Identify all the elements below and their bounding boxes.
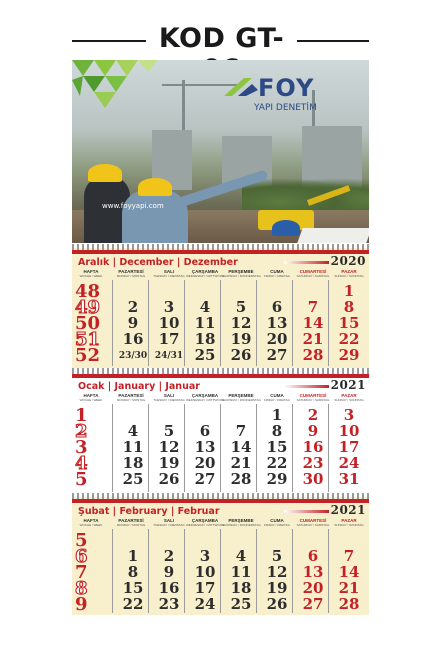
weekday-name: PAZAR xyxy=(341,269,357,274)
day-cell: 1 xyxy=(271,406,283,424)
weekday-subtitle: WEDNESDAY / MITTWOCH xyxy=(185,274,225,278)
weekday-label xyxy=(110,518,152,527)
calendar-header xyxy=(0,22,443,58)
year-accent-bar xyxy=(284,510,329,513)
day-cell: 28 xyxy=(338,595,360,613)
day-cell: 13 xyxy=(302,563,324,581)
weekday-name: ÇARŞAMBA xyxy=(191,518,219,523)
week-number: 7 xyxy=(75,562,88,583)
week-number: 9 xyxy=(75,594,88,615)
weekday-name: SALI xyxy=(163,393,175,398)
weekday-name: SALI xyxy=(163,269,175,274)
day-cell: 18 xyxy=(230,579,252,597)
day-cell: 10 xyxy=(338,422,360,440)
day-cell: 21 xyxy=(302,330,324,348)
week-number: 50 xyxy=(75,313,101,334)
logo-brand: FOY xyxy=(258,74,315,102)
day-cell: 6 xyxy=(307,547,319,565)
day-cell: 4 xyxy=(127,422,139,440)
weekday-subtitle: THURSDAY / DONNERSTAG xyxy=(221,274,261,278)
day-cell: 27 xyxy=(194,470,216,488)
weekday-subtitle: WOCHE / WEEK xyxy=(79,523,103,527)
day-cell: 19 xyxy=(266,579,288,597)
day-cell: 24 xyxy=(194,595,216,613)
day-cell: 29 xyxy=(338,346,360,364)
month-title: Aralık | December | Dezember xyxy=(78,257,238,268)
day-cell: 15 xyxy=(266,438,288,456)
day-cell: 26 xyxy=(230,346,252,364)
day-cell: 28 xyxy=(302,346,324,364)
day-cell: 10 xyxy=(194,563,216,581)
day-cell: 12 xyxy=(158,438,180,456)
weekday-label xyxy=(70,518,112,527)
day-cell: 22 xyxy=(122,595,144,613)
weekday-name: PAZAR xyxy=(341,518,357,523)
weekday-name: PAZARTESİ xyxy=(118,393,144,398)
day-cell: 8 xyxy=(127,563,139,581)
day-cell: 27 xyxy=(266,346,288,364)
weekday-name: SALI xyxy=(163,518,175,523)
weekday-subtitle: WEDNESDAY / MITTWOCH xyxy=(185,523,225,527)
roof-icon xyxy=(222,74,262,104)
weekday-subtitle: SATURDAY / SAMSTAG xyxy=(296,274,330,278)
week-number: 51 xyxy=(75,329,101,350)
weekday-subtitle: TUESDAY / DIENSTAG xyxy=(153,274,185,278)
day-cell: 14 xyxy=(230,438,252,456)
day-cell: 20 xyxy=(266,330,288,348)
day-grid xyxy=(72,281,369,368)
day-cell: 15 xyxy=(122,579,144,597)
day-cell: 4 xyxy=(235,547,247,565)
day-cell: 23 xyxy=(158,595,180,613)
weekday-subtitle: SUNDAY / SONNTAG xyxy=(334,398,364,402)
day-cell: 28 xyxy=(230,470,252,488)
weekday-name: HAFTA xyxy=(83,393,99,398)
weekday-name: CUMARTESİ xyxy=(299,269,327,274)
green-triangle-pattern xyxy=(72,60,162,120)
weekday-subtitle: THURSDAY / DONNERSTAG xyxy=(221,523,261,527)
month-block xyxy=(72,372,369,494)
day-cell: 25 xyxy=(230,595,252,613)
week-number: 52 xyxy=(75,345,101,366)
column-divider xyxy=(112,280,113,366)
day-cell: 18 xyxy=(122,454,144,472)
day-cell: 12 xyxy=(230,314,252,332)
day-cell: 13 xyxy=(266,314,288,332)
day-cell: 5 xyxy=(235,298,247,316)
hard-hat-left xyxy=(88,164,122,182)
week-number: 49 xyxy=(75,297,101,318)
day-cell: 8 xyxy=(343,298,355,316)
day-cell: 25 xyxy=(122,470,144,488)
weekday-name: CUMA xyxy=(270,393,284,398)
weekday-name: HAFTA xyxy=(83,269,99,274)
week-number: 5 xyxy=(75,530,88,551)
day-cell: 26 xyxy=(158,470,180,488)
day-cell: 1 xyxy=(343,282,355,300)
day-cell: 19 xyxy=(230,330,252,348)
column-divider xyxy=(112,529,113,613)
website-url: www.foyyapi.com xyxy=(102,202,164,210)
weekday-name: CUMARTESİ xyxy=(299,518,327,523)
weekday-label xyxy=(110,269,152,278)
day-cell: 27 xyxy=(302,595,324,613)
day-cell: 18 xyxy=(194,330,216,348)
header-photo xyxy=(72,60,369,243)
day-cell: 9 xyxy=(163,563,175,581)
red-binding-strip xyxy=(72,499,369,503)
weekday-subtitle: FRIDAY / FREITAG xyxy=(263,398,290,402)
week-number: 3 xyxy=(75,437,88,458)
day-cell: 10 xyxy=(158,314,180,332)
day-cell: 2 xyxy=(307,406,319,424)
day-cell: 16 xyxy=(302,438,324,456)
day-cell: 5 xyxy=(163,422,175,440)
week-number: 4 xyxy=(75,453,88,474)
weekday-subtitle: SUNDAY / SONNTAG xyxy=(334,274,364,278)
header-rule-right xyxy=(297,40,369,42)
day-cell: 11 xyxy=(122,438,144,456)
year-accent-bar xyxy=(284,261,329,264)
weekday-name: CUMA xyxy=(270,518,284,523)
day-cell: 30 xyxy=(302,470,324,488)
red-binding-strip xyxy=(72,374,369,378)
day-cell: 4 xyxy=(199,298,211,316)
day-cell: 3 xyxy=(343,406,355,424)
day-cell: 14 xyxy=(338,563,360,581)
week-number: 6 xyxy=(75,546,88,567)
red-binding-strip xyxy=(72,250,369,254)
weekday-label xyxy=(110,393,152,402)
day-cell: 16 xyxy=(122,330,144,348)
weekday-name: PERŞEMBE xyxy=(228,393,254,398)
column-divider xyxy=(112,404,113,492)
day-cell: 12 xyxy=(266,563,288,581)
weekday-subtitle: FRIDAY / FREITAG xyxy=(263,523,290,527)
weekday-subtitle: TUESDAY / DIENSTAG xyxy=(153,523,185,527)
day-cell: 23 xyxy=(302,454,324,472)
day-cell: 29 xyxy=(266,470,288,488)
week-number: 1 xyxy=(75,405,88,426)
day-cell: 6 xyxy=(271,298,283,316)
day-cell: 14 xyxy=(302,314,324,332)
day-cell: 17 xyxy=(338,438,360,456)
blue-hard-hat xyxy=(272,220,300,236)
weekday-label xyxy=(328,393,370,402)
product-code-title: KOD GT- xyxy=(158,23,285,54)
logo-subtitle: YAPI DENETİM xyxy=(254,103,317,113)
day-cell: 15 xyxy=(338,314,360,332)
day-cell: 20 xyxy=(302,579,324,597)
blueprint-paper xyxy=(297,228,369,243)
day-cell: 26 xyxy=(266,595,288,613)
day-grid xyxy=(72,405,369,494)
weekday-name: HAFTA xyxy=(83,518,99,523)
weekday-subtitle: FRIDAY / FREITAG xyxy=(263,274,290,278)
day-cell: 21 xyxy=(338,579,360,597)
month-year: 2021 xyxy=(330,503,366,517)
day-cell: 22 xyxy=(266,454,288,472)
weekday-name: ÇARŞAMBA xyxy=(191,269,219,274)
weekday-name: PERŞEMBE xyxy=(228,269,254,274)
weekday-subtitle: SATURDAY / SAMSTAG xyxy=(296,523,330,527)
weekday-subtitle: SATURDAY / SAMSTAG xyxy=(296,398,330,402)
day-cell: 7 xyxy=(343,547,355,565)
day-cell: 17 xyxy=(194,579,216,597)
header-rule-left xyxy=(72,40,146,42)
weekday-subtitle: WOCHE / WEEK xyxy=(79,398,103,402)
weekday-name: PAZARTESİ xyxy=(118,518,144,523)
weekday-subtitle: MONDAY / MONTAG xyxy=(116,523,146,527)
weekday-name: PERŞEMBE xyxy=(228,518,254,523)
day-cell: 1 xyxy=(127,547,139,565)
day-cell: 17 xyxy=(158,330,180,348)
day-cell: 7 xyxy=(307,298,319,316)
weekday-subtitle: THURSDAY / DONNERSTAG xyxy=(221,398,261,402)
day-cell: 31 xyxy=(338,470,360,488)
week-number: 5 xyxy=(75,469,88,490)
day-cell: 11 xyxy=(230,563,252,581)
hard-hat-right xyxy=(138,178,172,196)
weekday-label xyxy=(328,518,370,527)
day-cell: 21 xyxy=(230,454,252,472)
weekday-subtitle: MONDAY / MONTAG xyxy=(116,398,146,402)
month-block xyxy=(72,497,369,615)
day-cell: 5 xyxy=(271,547,283,565)
year-accent-bar xyxy=(284,385,329,388)
day-cell: 19 xyxy=(158,454,180,472)
weekday-label xyxy=(328,269,370,278)
month-title: Ocak | January | Januar xyxy=(78,381,200,392)
weekday-subtitle: WEDNESDAY / MITTWOCH xyxy=(185,398,225,402)
weekday-name: PAZARTESİ xyxy=(118,269,144,274)
day-cell: 3 xyxy=(199,547,211,565)
day-cell: 2 xyxy=(163,547,175,565)
day-cell: 2 xyxy=(127,298,139,316)
day-cell: 25 xyxy=(194,346,216,364)
day-grid xyxy=(72,530,369,615)
day-cell: 7 xyxy=(235,422,247,440)
day-cell: 13 xyxy=(194,438,216,456)
day-cell: 6 xyxy=(199,422,211,440)
day-cell: 22 xyxy=(338,330,360,348)
month-year: 2020 xyxy=(330,254,366,268)
day-cell: 11 xyxy=(194,314,216,332)
weekday-subtitle: SUNDAY / SONNTAG xyxy=(334,523,364,527)
weekday-name: CUMARTESİ xyxy=(299,393,327,398)
day-cell: 16 xyxy=(158,579,180,597)
day-cell: 20 xyxy=(194,454,216,472)
weekday-subtitle: WOCHE / WEEK xyxy=(79,274,103,278)
week-number: 48 xyxy=(75,281,101,302)
weekday-name: ÇARŞAMBA xyxy=(191,393,219,398)
day-cell: 9 xyxy=(127,314,139,332)
foy-logo xyxy=(222,72,342,112)
month-block xyxy=(72,248,369,368)
weekday-label xyxy=(70,269,112,278)
month-title: Şubat | February | Februar xyxy=(78,506,220,517)
day-cell: 24/31 xyxy=(154,351,184,361)
weekday-label xyxy=(70,393,112,402)
weekday-name: CUMA xyxy=(270,269,284,274)
weekday-subtitle: TUESDAY / DIENSTAG xyxy=(153,398,185,402)
day-cell: 3 xyxy=(163,298,175,316)
week-number: 8 xyxy=(75,578,88,599)
day-cell: 8 xyxy=(271,422,283,440)
day-cell: 23/30 xyxy=(118,351,148,361)
day-cell: 9 xyxy=(307,422,319,440)
weekday-name: PAZAR xyxy=(341,393,357,398)
weekday-subtitle: MONDAY / MONTAG xyxy=(116,274,146,278)
month-year: 2021 xyxy=(330,378,366,392)
week-number: 2 xyxy=(75,421,88,442)
day-cell: 24 xyxy=(338,454,360,472)
